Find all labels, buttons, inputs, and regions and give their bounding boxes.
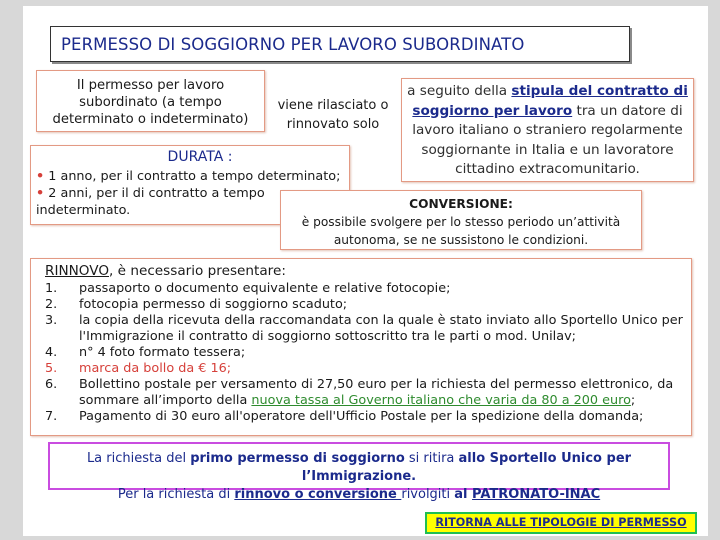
durata-line-1: • 1 anno, per il contratto a tempo determinato; <box>36 169 341 184</box>
intro-line-1: Il permesso per lavoro <box>76 78 225 93</box>
list-item: 3. la copia della ricevuta della raccomandata con la quale è stato inviato allo Sportello Unico per l'Immigrazione il contratto di soggiorno sottoscritto tra le parti o mod. Unilav; <box>45 313 683 344</box>
durata-title: DURATA : <box>167 149 233 165</box>
page-title <box>50 26 630 62</box>
list-item: 5. marca da bollo da € 16; <box>45 361 232 376</box>
back-to-permit-types-button[interactable]: RITORNA ALLE TIPOLOGIE DI PERMESSO <box>425 512 697 534</box>
list-item: 2. fotocopia permesso di soggiorno scaduto; <box>45 297 348 312</box>
intro-box <box>36 70 265 132</box>
contract-text-pre: a seguito della <box>407 83 512 99</box>
rinnovo-list <box>45 281 691 425</box>
intro-line-3: determinato o indeterminato) <box>52 112 249 127</box>
patronato-link[interactable]: PATRONATO-INAC <box>472 487 601 502</box>
bullet-icon: • <box>36 169 45 184</box>
note-line-1: La richiesta del primo permesso di soggiorno si ritira allo Sportello Unico per l’Immigrazione. <box>86 451 632 484</box>
tax-link[interactable]: nuova tassa al Governo italiano che varia da 80 a 200 euro <box>251 393 631 408</box>
rinnovo-box <box>30 258 692 436</box>
conversione-title: CONVERSIONE: <box>409 197 513 211</box>
note-box <box>48 442 670 502</box>
list-item: 7. Pagamento di 30 euro all'operatore dell'Ufficio Postale per la spedizione della domanda; <box>45 409 644 424</box>
page-title-text: PERMESSO DI SOGGIORNO PER LAVORO SUBORDINATO <box>61 34 525 54</box>
intro-line-2: subordinato (a tempo <box>79 95 222 110</box>
list-item: 4. n° 4 foto formato tessera; <box>45 345 246 360</box>
note-line-2: Per la richiesta di rinnovo o conversione rivolgiti al PATRONATO-INAC <box>117 487 601 502</box>
rinnovo-conversione-link[interactable]: rinnovo o conversione <box>234 487 402 502</box>
contract-highlight: stipula del contratto di soggiorno per lavoro <box>412 83 688 119</box>
list-item: 1. passaporto o documento equivalente e relative fotocopie; <box>45 281 451 296</box>
middle-line-2: rinnovato solo <box>286 117 380 132</box>
list-item: 6. Bollettino postale per versamento di 27,50 euro per la richiesta del permesso elettronico, da sommare all’importo della nuova tassa al Governo italiano che varia da 80 a 200 euro; <box>45 377 674 408</box>
conversione-text: è possibile svolgere per lo stesso periodo un’attività autonoma, se ne sussistono le condizioni. <box>301 215 621 247</box>
durata-line-2: • 2 anni, per il di contratto a tempo indeterminato. <box>36 186 265 218</box>
middle-line-1: viene rilasciato o <box>277 98 389 113</box>
middle-text <box>259 96 407 134</box>
conversione-box <box>280 190 642 250</box>
contract-text-post: tra un datore di lavoro italiano o straniero regolarmente soggiornante in Italia e un lavoratore cittadino extracomunitario. <box>412 102 683 178</box>
rinnovo-heading: RINNOVO, è necessario presentare: <box>45 263 286 279</box>
contract-box <box>401 78 694 182</box>
bullet-icon: • <box>36 186 45 201</box>
